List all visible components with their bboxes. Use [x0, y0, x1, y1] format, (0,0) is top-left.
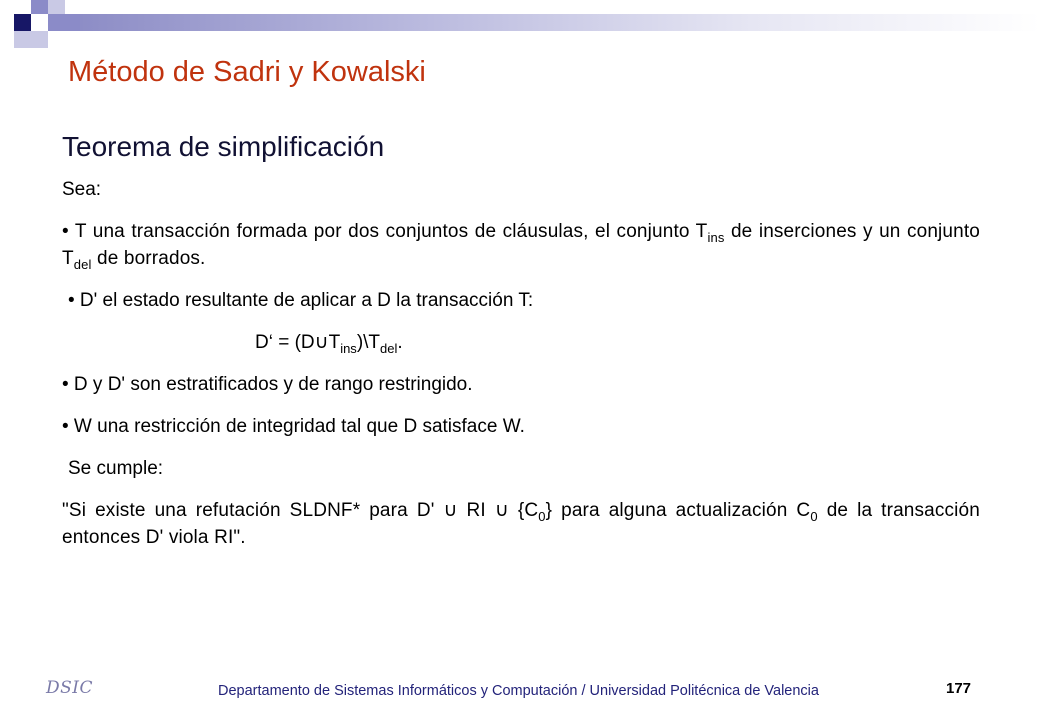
subscript: del — [73, 256, 92, 272]
union-symbol: ∪ — [494, 500, 509, 521]
header-square — [14, 31, 31, 48]
slide-title: Método de Sadri y Kowalski — [68, 56, 426, 88]
subscript: 0 — [810, 508, 818, 524]
subscript: ins — [707, 229, 725, 245]
bullet-text: de inserciones y un conjunto T — [62, 221, 980, 269]
quote-text: "Si existe una refutación SLDNF* para D' — [62, 500, 444, 521]
formula-text: . — [397, 332, 403, 353]
footer-department: Departamento de Sistemas Informáticos y Computación / Universidad Politécnica de Valencia — [218, 683, 819, 699]
header-square-dark — [14, 14, 31, 31]
quote-text: de la transacción entonces D' viola RI". — [62, 500, 980, 548]
bullet-integrity-constraint: • W una restricción de integridad tal que D satisface W. — [62, 416, 525, 437]
sea-label: Sea: — [62, 179, 102, 200]
header-square — [31, 31, 48, 48]
header-gradient-bar — [80, 14, 1040, 31]
bullet-resulting-state: • D' el estado resultante de aplicar a D la transacción T: — [68, 290, 534, 311]
se-cumple-label: Se cumple: — [68, 458, 164, 479]
subscript: 0 — [538, 508, 546, 524]
bullet-text: de borrados. — [91, 248, 206, 269]
dsic-logo: DSIC — [46, 678, 93, 698]
formula-text: )\T — [356, 332, 381, 353]
slide-content — [62, 130, 980, 566]
quote-text: RI — [457, 500, 495, 521]
theorem-statement — [62, 497, 980, 551]
subscript: ins — [340, 340, 357, 356]
page-number: 177 — [946, 680, 972, 697]
header-square — [48, 14, 65, 31]
bullet-stratified: • D y D' son estratificados y de rango restringido. — [62, 374, 473, 395]
header-square — [65, 14, 80, 31]
union-symbol: ∪ — [314, 332, 329, 353]
quote-text: } para alguna actualización C — [545, 500, 811, 521]
quote-text: {C — [508, 500, 539, 521]
formula-text: T — [328, 332, 341, 353]
subscript: del — [380, 340, 398, 356]
formula-text: D‘ = (D — [255, 332, 315, 353]
header-square — [31, 0, 48, 14]
bullet-transaction — [62, 218, 980, 272]
union-symbol: ∪ — [443, 500, 458, 521]
header-square — [48, 0, 65, 14]
formula — [62, 329, 980, 356]
slide-subtitle: Teorema de simplificación — [62, 131, 385, 162]
bullet-text: • T una transacción formada por dos conjuntos de cláusulas, el conjunto T — [62, 221, 708, 242]
